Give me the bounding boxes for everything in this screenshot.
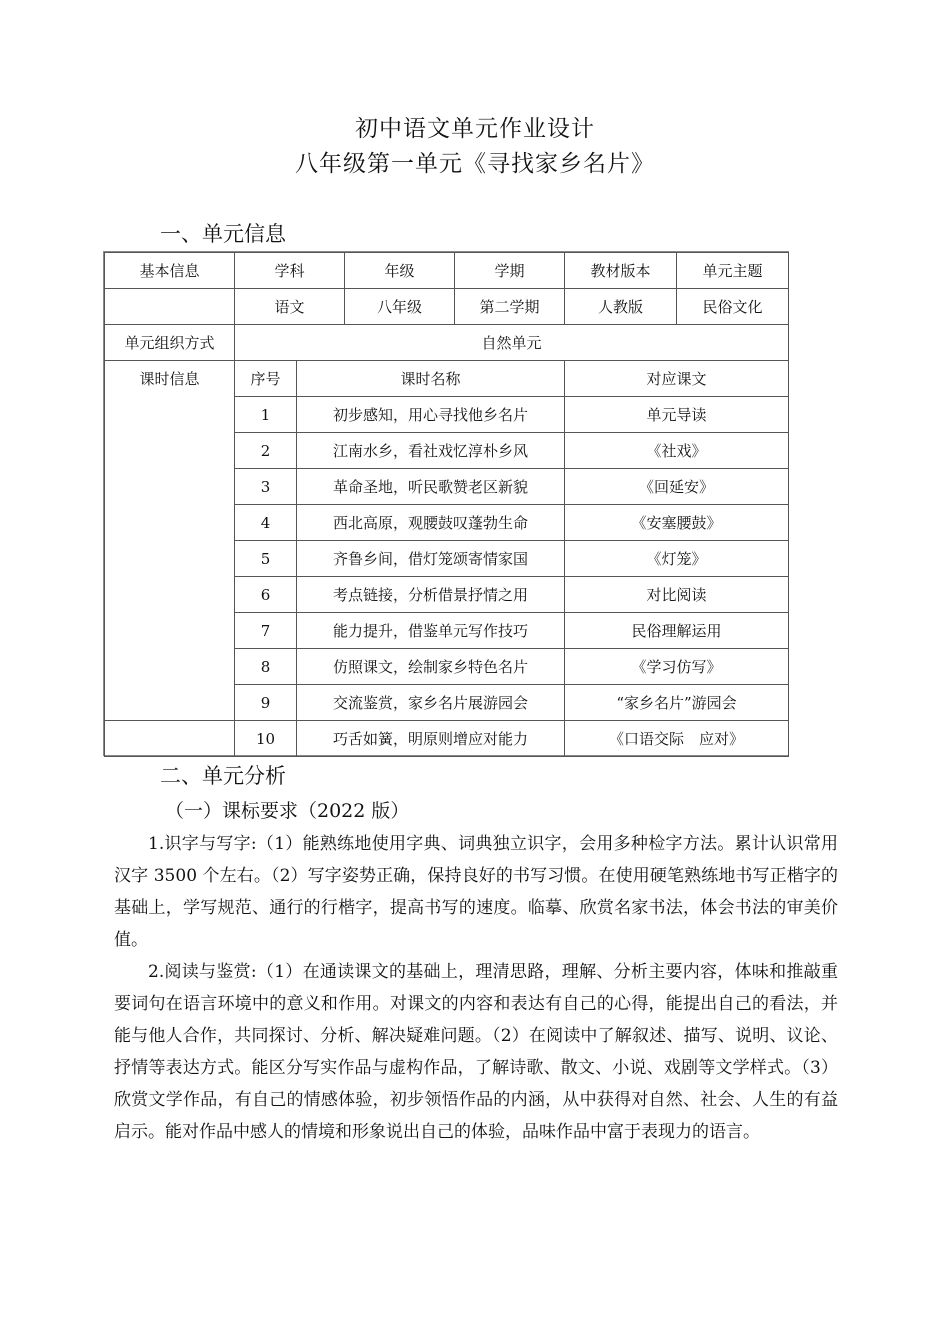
paragraph-reading: 2.阅读与鉴赏:（1）在通读课文的基础上，理清思路，理解、分析主要内容，体味和推敲重要词句在语言环境中的意义和作用。对课文的内容和表达有自己的心得，能提出自己的看法，并能与他人合作，共同探讨、分析、解决疑难问题。（2）在阅读中了解叙述、描写、说明、议论、抒情等表达方式。能区分写实作品与虚构作品，了解诗歌、散文、小说、戏剧等文学样式。（3）欣赏文学作品，有自己的情感体验，初步领悟作品的内涵，从中获得对自然、社会、人生的有益启示。能对作品中感人的情境和形象说出自己的体验，品味作品中富于表现力的语言。: [114, 962, 838, 1142]
empty-cell: [105, 577, 235, 613]
table-row: [105, 325, 789, 361]
table-row: [105, 685, 789, 721]
lesson-name: 巧舌如簧，明原则增应对能力: [297, 721, 565, 757]
value-cell: 语文: [235, 289, 345, 325]
lesson-name: 能力提升，借鉴单元写作技巧: [297, 613, 565, 649]
header-cell: 教材版本: [565, 253, 677, 289]
value-cell: 第二学期: [455, 289, 565, 325]
lesson-name: 江南水乡，看社戏忆淳朴乡风: [297, 433, 565, 469]
column-header-no: 序号: [235, 361, 297, 397]
lesson-text: 《回延安》: [565, 469, 789, 505]
lesson-text: 《社戏》: [565, 433, 789, 469]
lesson-no: 1: [235, 397, 297, 433]
lesson-name: 西北高原，观腰鼓叹蓬勃生命: [297, 505, 565, 541]
table-row: [105, 433, 789, 469]
header-cell: 学期: [455, 253, 565, 289]
table-row: [105, 397, 789, 433]
lesson-text: 《安塞腰鼓》: [565, 505, 789, 541]
empty-cell: [105, 433, 235, 469]
lesson-name: 考点链接，分析借景抒情之用: [297, 577, 565, 613]
lesson-no: 6: [235, 577, 297, 613]
table-row: [105, 361, 789, 397]
table-row: [105, 253, 789, 289]
empty-cell: [105, 397, 235, 433]
table-row: [105, 613, 789, 649]
org-label: 单元组织方式: [105, 325, 235, 361]
table-row: [105, 577, 789, 613]
lesson-no: 10: [235, 721, 297, 757]
empty-cell: [105, 289, 235, 325]
empty-cell: [105, 505, 235, 541]
lesson-no: 8: [235, 649, 297, 685]
section-heading-unit-analysis: 二、单元分析: [160, 764, 286, 788]
empty-cell: [105, 649, 235, 685]
table-row: [105, 469, 789, 505]
empty-cell: [105, 541, 235, 577]
header-cell: 单元主题: [677, 253, 789, 289]
value-cell: 人教版: [565, 289, 677, 325]
lesson-name: 革命圣地，听民歌赞老区新貌: [297, 469, 565, 505]
lesson-name: 仿照课文，绘制家乡特色名片: [297, 649, 565, 685]
column-header-name: 课时名称: [297, 361, 565, 397]
lesson-name: 齐鲁乡间，借灯笼颂寄情家国: [297, 541, 565, 577]
header-cell: 学科: [235, 253, 345, 289]
empty-cell: [105, 721, 235, 757]
lesson-text: 民俗理解运用: [565, 613, 789, 649]
lesson-text: 对比阅读: [565, 577, 789, 613]
lesson-no: 9: [235, 685, 297, 721]
doc-title: 初中语文单元作业设计: [355, 116, 595, 142]
lesson-name: 初步感知，用心寻找他乡名片: [297, 397, 565, 433]
section-heading-unit-info: 一、单元信息: [160, 222, 286, 246]
lesson-name: 交流鉴赏，家乡名片展游园会: [297, 685, 565, 721]
value-cell: 八年级: [345, 289, 455, 325]
lesson-no: 5: [235, 541, 297, 577]
lesson-text: 《口语交际 应对》: [565, 721, 789, 757]
header-cell: 年级: [345, 253, 455, 289]
table-row: [105, 289, 789, 325]
empty-cell: [105, 685, 235, 721]
lesson-text: 《学习仿写》: [565, 649, 789, 685]
unit-info-table: [104, 252, 789, 757]
column-header-text: 对应课文: [565, 361, 789, 397]
paragraph-literacy: 1.识字与写字:（1）能熟练地使用字典、词典独立识字，会用多种检字方法。累计认识常用汉字 3500 个左右。（2）写字姿势正确，保持良好的书写习惯。在使用硬笔熟练地书写正楷字的基础上，学写规范、通行的行楷字，提高书写的速度。临摹、欣赏名家书法，体会书法的审美价值。: [114, 834, 838, 950]
table-row: [105, 649, 789, 685]
table-row: [105, 541, 789, 577]
empty-cell: [105, 469, 235, 505]
value-cell: 民俗文化: [677, 289, 789, 325]
empty-cell: [105, 613, 235, 649]
lesson-text: “家乡名片”游园会: [565, 685, 789, 721]
basic-info-label: 基本信息: [105, 253, 235, 289]
lesson-no: 7: [235, 613, 297, 649]
lesson-no: 4: [235, 505, 297, 541]
subsection-heading-curriculum: （一）课标要求（2022 版）: [165, 800, 410, 822]
lesson-text: 《灯笼》: [565, 541, 789, 577]
doc-subtitle: 八年级第一单元《寻找家乡名片》: [295, 151, 655, 177]
table-row: [105, 721, 789, 757]
lesson-text: 单元导读: [565, 397, 789, 433]
table-row: [105, 505, 789, 541]
org-value: 自然单元: [235, 325, 789, 361]
lesson-no: 3: [235, 469, 297, 505]
lesson-info-label: 课时信息: [105, 361, 235, 397]
lesson-no: 2: [235, 433, 297, 469]
